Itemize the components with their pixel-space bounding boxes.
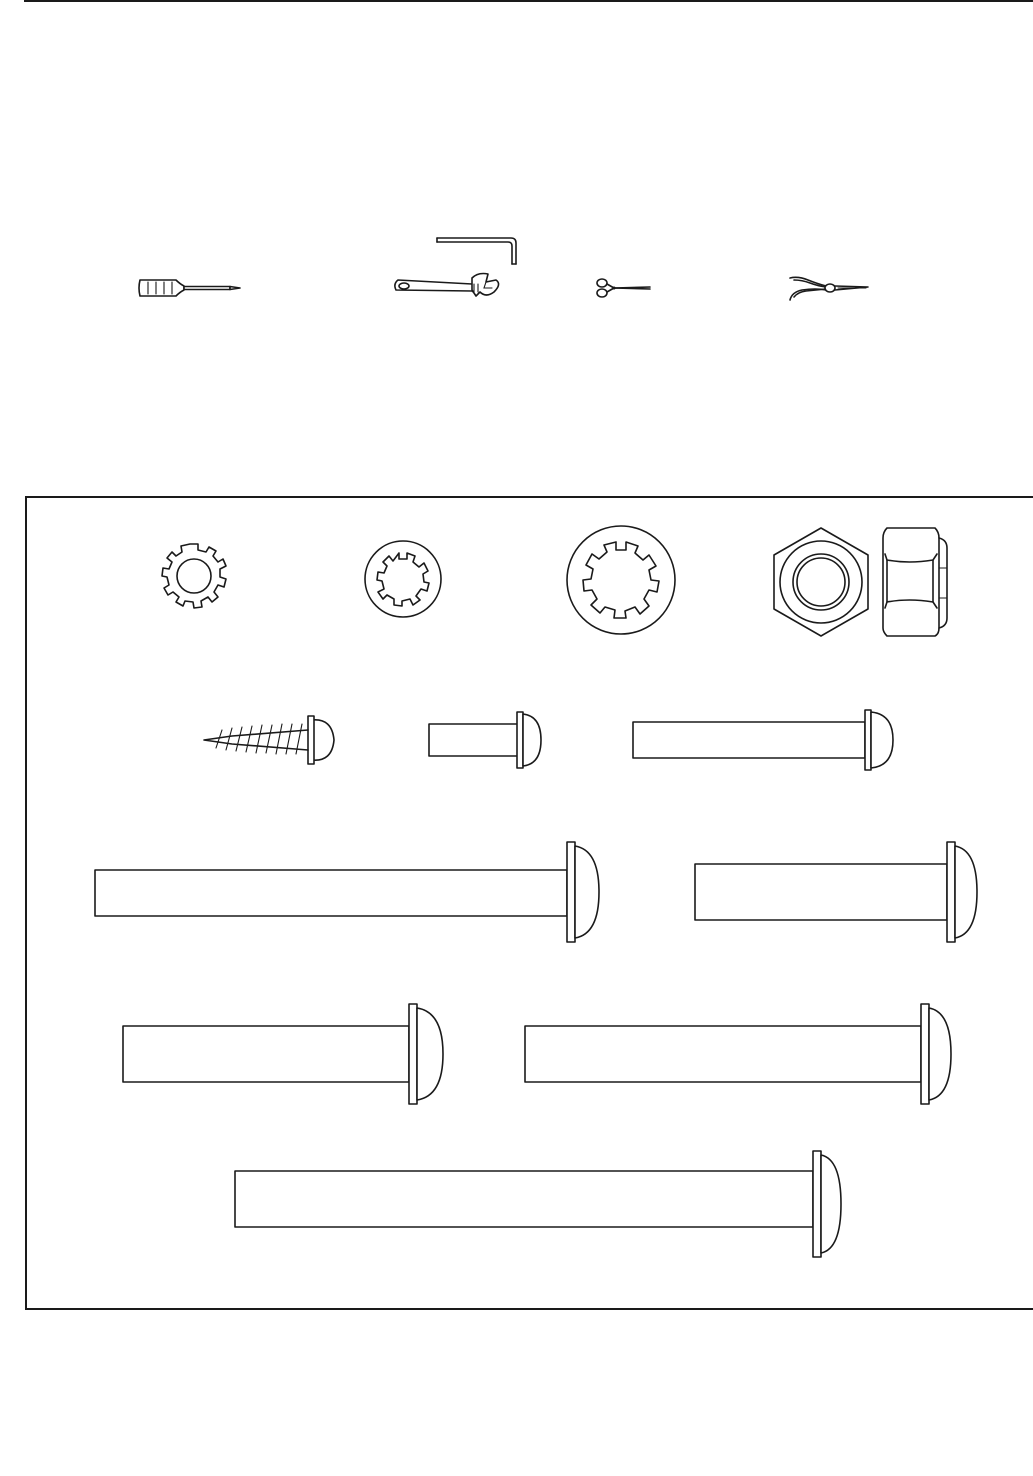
scissors-icon xyxy=(594,276,654,300)
hardware-identification-chart xyxy=(25,496,1033,1310)
button-bolt-icon xyxy=(427,710,547,770)
large-star-washer-icon xyxy=(565,524,677,636)
button-bolt-icon xyxy=(233,1149,843,1259)
screwdriver-icon xyxy=(138,276,248,300)
needle-nose-pliers-icon xyxy=(788,274,872,304)
button-bolt-icon xyxy=(693,840,979,944)
small-star-washer-icon xyxy=(160,542,228,610)
button-bolt-icon xyxy=(93,840,603,946)
button-bolt-icon xyxy=(121,1002,447,1108)
adjustable-wrench-icon xyxy=(392,272,504,304)
hex-key-icon xyxy=(436,236,520,266)
button-bolt-icon xyxy=(523,1002,953,1108)
button-bolt-icon xyxy=(631,708,897,772)
screw-icon xyxy=(202,712,362,768)
star-washer-icon xyxy=(363,539,443,619)
top-rule xyxy=(24,0,1033,2)
nylon-locknut-icon xyxy=(773,526,953,638)
